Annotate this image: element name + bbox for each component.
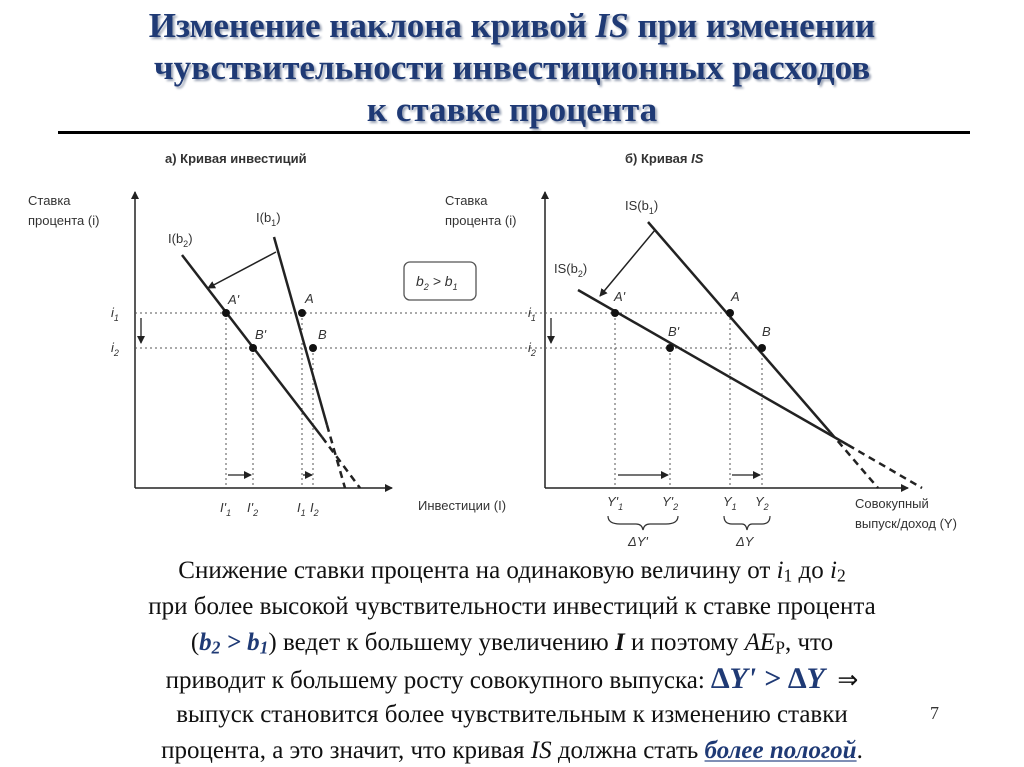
panel-b-x-label-1: Совокупный	[855, 496, 929, 511]
panel-b-guides	[545, 313, 762, 488]
label-b-prime-is: B'	[668, 324, 680, 339]
label-a-prime: A'	[228, 292, 240, 307]
panel-a-tick-x4: $I_2$	[310, 500, 319, 518]
panel-b-tick-i2: $i_2$	[528, 340, 536, 358]
panel-a-points	[222, 309, 317, 352]
brace-delta-y	[724, 516, 770, 530]
label-is-b2: $IS(b_2)$	[554, 261, 588, 279]
label-b-prime: B'	[255, 327, 267, 342]
label-is-b1: $IS(b_1)$	[625, 198, 659, 216]
label-delta-y: ΔY	[736, 534, 754, 549]
label-i-b1: $I(b_1)$	[256, 210, 281, 228]
panel-a-y-label-2: процента (i)	[28, 213, 100, 228]
point-b-prime	[249, 344, 257, 352]
panel-a-heading: а) Кривая инвестиций	[165, 151, 307, 166]
panel-b-rotation-arrow	[600, 230, 655, 296]
panel-b-tick-x4: $Y_2$	[755, 494, 769, 512]
label-a-prime-is: A'	[614, 289, 626, 304]
title-line-3: к ставке процента	[366, 90, 658, 129]
curve-is-b1-dashed	[830, 432, 878, 488]
title-line-1: Изменение наклона кривой IS при изменении	[148, 6, 876, 45]
caption-line-2: при более высокой чувствительности инвестиций к ставке процента	[148, 593, 876, 620]
title-line-2: чувствительности инвестиционных расходов	[153, 48, 871, 87]
panel-a-tick-x1: $I'_1$	[220, 500, 232, 518]
caption-line-6: процента, а это значит, что кривая IS должна стать более пологой.	[161, 737, 863, 764]
panel-b-tick-x2: $Y'_2$	[662, 494, 679, 512]
panel-b-heading: б) Кривая IS	[625, 151, 704, 166]
page-number: 7	[930, 703, 939, 723]
panel-b-y-label-1: Ставка	[445, 193, 488, 208]
label-b-is: B	[762, 324, 771, 339]
curve-i-b2-dashed	[322, 437, 360, 488]
panel-a-tick-x3: $I_1$	[297, 500, 306, 518]
label-i-b2: $I(b_2)$	[168, 231, 193, 249]
label-a: A	[305, 291, 314, 306]
curve-is-b2-dashed	[848, 445, 922, 488]
point-a-is	[726, 309, 734, 317]
label-a-is: A	[731, 289, 740, 304]
point-a-prime	[222, 309, 230, 317]
panel-a-rotation-arrow	[208, 252, 276, 288]
panel-a-curves	[182, 237, 360, 488]
title-is: IS	[595, 6, 629, 45]
panel-a-tick-x2: $I'_2$	[247, 500, 259, 518]
brace-delta-y-prime	[608, 516, 678, 530]
panel-a-x-label: Инвестиции (I)	[418, 498, 507, 513]
caption-line-4: приводит к большему росту совокупного выпуска: ∆Y' > ∆Y ⇒	[165, 662, 859, 695]
panel-a-tick-i2: $i_2$	[111, 340, 119, 358]
panel-b-tick-x3: $Y_1$	[723, 494, 737, 512]
panel-b-tick-x1: $Y'_1$	[607, 494, 624, 512]
point-b	[309, 344, 317, 352]
panel-b-x-label-2: выпуск/доход (Y)	[855, 516, 957, 531]
panel-a-y-label-1: Ставка	[28, 193, 71, 208]
condition-text: $b_2 > b_1$	[416, 273, 458, 292]
point-a-prime-is	[611, 309, 619, 317]
caption-line-3: $(b_2 > b_1)$ ведет к большему увеличению I и поэтому $AE_P$, что	[190, 629, 834, 658]
point-b-is	[758, 344, 766, 352]
caption-line-1: Снижение ставки процента на одинаковую величину от $i_1$ до $i_2$	[178, 557, 846, 586]
panel-b-curves	[578, 222, 922, 488]
caption-line-5: выпуск становится более чувствительным к изменению ставки	[176, 701, 848, 728]
label-b: B	[318, 327, 327, 342]
point-a	[298, 309, 306, 317]
point-b-prime-is	[666, 344, 674, 352]
delta-formula: ∆Y' > ∆Y	[711, 662, 825, 695]
implies-icon: ⇒	[837, 667, 859, 694]
panel-a-tick-i1: $i_1$	[111, 305, 119, 323]
panel-b-tick-i1: $i_1$	[528, 305, 536, 323]
panel-b-axes	[545, 192, 908, 488]
panel-b-y-label-2: процента (i)	[445, 213, 517, 228]
label-delta-y-prime: ΔY'	[628, 534, 648, 549]
